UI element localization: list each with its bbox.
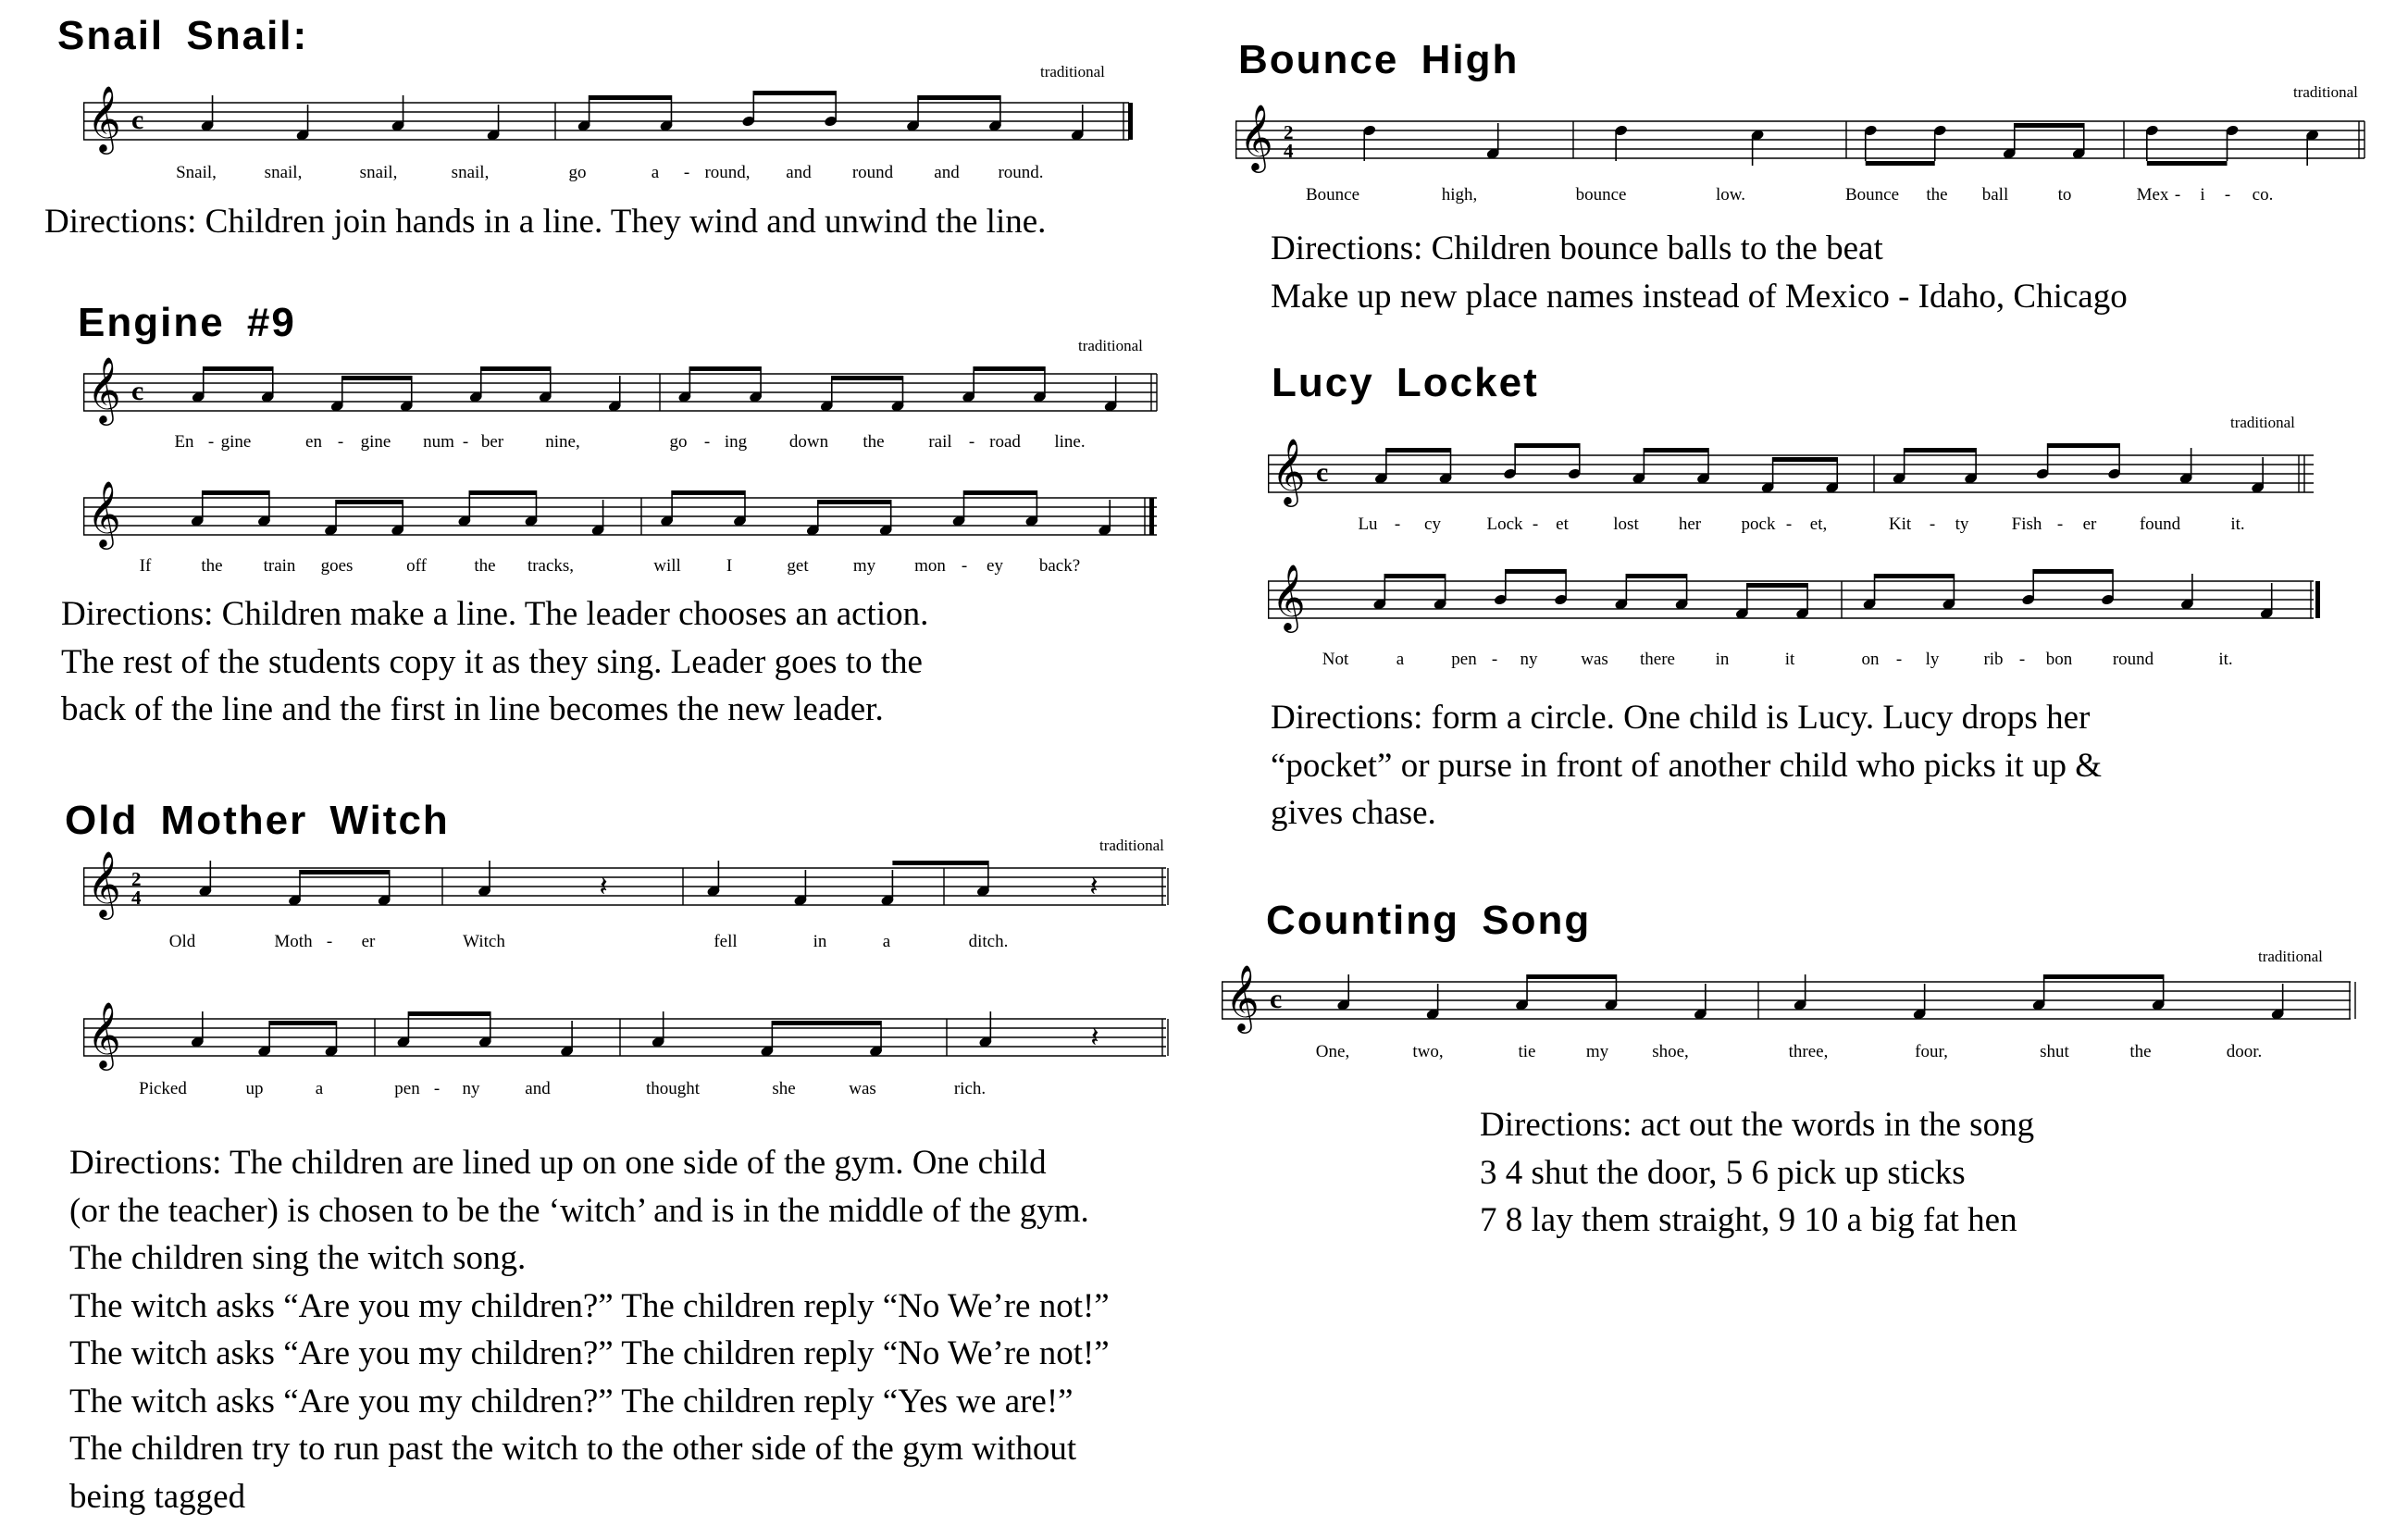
lyric-syllable: thought <box>645 1079 701 1098</box>
time-signature-top: 2 <box>1284 121 1294 143</box>
lyric-syllable: - <box>2018 650 2026 669</box>
note-beam <box>892 861 987 865</box>
lyric-syllable: - <box>683 163 690 182</box>
lyric-syllable: et <box>1556 515 1569 534</box>
directions-counting <box>1480 1101 2034 1245</box>
lyric-syllable: bounce <box>1575 185 1627 205</box>
final-barline <box>2315 581 2320 618</box>
lyric-syllable: ey <box>987 556 1003 576</box>
lyric-syllable: bon <box>2045 650 2073 669</box>
treble-clef-icon: 𝄞 <box>87 84 121 152</box>
directions-line: The witch asks “Are you my children?” The children reply “No We’re not!” <box>69 1334 1110 1372</box>
lyric-syllable: two, <box>1412 1042 1444 1061</box>
lyric-syllable: Lock <box>1486 515 1523 534</box>
lyric-syllable: co. <box>2252 185 2274 205</box>
lyric-syllable: nine, <box>545 432 580 452</box>
note-beam <box>672 490 745 495</box>
note-beam <box>1644 448 1708 453</box>
directions-line: Make up new place names instead of Mexico - Idaho, Chicago <box>1271 277 2128 316</box>
note-beam <box>1527 974 1616 979</box>
final-barline <box>1128 103 1133 140</box>
lyric-syllable: I <box>726 556 733 576</box>
staff-engine-1 <box>83 355 1166 423</box>
staff-witch-2 <box>83 1000 1175 1068</box>
directions-snail <box>44 198 1046 246</box>
directions-line: 3 4 shut the door, 5 6 pick up sticks <box>1480 1153 1966 1192</box>
directions-line: being tagged <box>69 1477 246 1516</box>
note-beam <box>408 1011 490 1016</box>
lyric-syllable: pen <box>394 1079 420 1098</box>
lyric-syllable: Witch <box>463 932 505 951</box>
attribution-witch: traditional <box>1099 837 1164 854</box>
lyric-syllable: round. <box>998 163 1044 182</box>
note-beam <box>1905 448 1977 453</box>
note-beam <box>964 490 1037 495</box>
lyric-syllable: i <box>2200 185 2205 205</box>
lyric-syllable: round <box>851 163 894 182</box>
lyric-syllable: she <box>772 1079 796 1098</box>
lyric-syllable: pen <box>1451 650 1477 669</box>
lyric-syllable: One, <box>1315 1042 1350 1061</box>
lyric-syllable: get <box>787 556 809 576</box>
lyric-syllable: mon <box>914 556 946 576</box>
lyric-syllable: - <box>1532 515 1539 534</box>
lyric-syllable: - <box>961 556 968 576</box>
lyric-syllable: er <box>361 932 376 951</box>
lyric-syllable: high, <box>1441 185 1478 205</box>
staff-lucy-1 <box>1268 437 2323 504</box>
note-beam <box>269 1021 336 1025</box>
lyric-syllable: Not <box>1322 650 1349 669</box>
lyric-syllable: Snail, <box>176 163 217 182</box>
directions-line: The rest of the students copy it as they sing. Leader goes to the <box>61 642 923 681</box>
note-beam <box>2033 569 2113 574</box>
lyric-syllable: it <box>1784 650 1795 669</box>
lyric-syllable: my <box>1585 1042 1609 1061</box>
directions-line: Directions: act out the words in the song <box>1480 1106 2035 1144</box>
lyric-syllable: ly <box>1925 650 1940 669</box>
note-beam <box>832 376 903 380</box>
lyric-syllable: on <box>1861 650 1880 669</box>
treble-clef-icon: 𝄞 <box>1272 437 1306 504</box>
note-beam <box>1866 161 1935 166</box>
lyric-syllable: ditch. <box>968 932 1009 951</box>
lyric-syllable: my <box>852 556 876 576</box>
lyric-syllable: goes <box>320 556 354 576</box>
time-signature-bottom: 4 <box>1284 140 1294 162</box>
song-title-engine: Engine #9 <box>78 300 296 345</box>
lyric-syllable: door. <box>2226 1042 2263 1061</box>
note-beam <box>204 366 273 371</box>
note-beam <box>2044 974 2164 979</box>
lyric-syllable: ball <box>1981 185 2009 205</box>
lyric-syllable: Mex <box>2136 185 2169 205</box>
lyric-syllable: er <box>2082 515 2097 534</box>
lyric-syllable: ny <box>462 1079 480 1098</box>
note-beam <box>1506 569 1566 574</box>
directions-line: gives chase. <box>1271 794 1436 832</box>
note-beam <box>974 366 1045 371</box>
staff-engine-2 <box>83 479 1166 547</box>
directions-line: (or the teacher) is chosen to be the ‘witch’ and is in the middle of the gym. <box>69 1191 1089 1230</box>
directions-witch <box>69 1139 1110 1520</box>
attribution-bounce: traditional <box>2293 83 2358 101</box>
note-beam <box>300 870 390 874</box>
directions-line: The children try to run past the witch to the other side of the gym without <box>69 1430 1077 1468</box>
lyric-syllable: ber <box>480 432 504 452</box>
lyric-syllable: a <box>315 1079 324 1098</box>
lyric-syllable: was <box>849 1079 876 1098</box>
common-time-icon: c <box>131 376 144 406</box>
lyric-syllable: in <box>813 932 827 951</box>
lyric-syllable: and <box>786 163 812 182</box>
directions-line: The witch asks “Are you my children?” The children reply “Yes we are!” <box>69 1382 1074 1420</box>
lyric-syllable: the <box>863 432 885 452</box>
lyric-syllable: snail, <box>451 163 490 182</box>
directions-bounce <box>1271 225 2128 320</box>
note-beam <box>2147 161 2228 166</box>
lyric-syllable: pock <box>1741 515 1776 534</box>
lyric-syllable: and <box>525 1079 551 1098</box>
note-beam <box>203 490 269 495</box>
lyric-syllable: - <box>462 432 469 452</box>
lyric-syllable: Moth <box>274 932 313 951</box>
lyric-syllable: go <box>568 163 587 182</box>
lyric-syllable: a <box>1396 650 1405 669</box>
note-beam <box>2048 443 2120 448</box>
lyric-syllable: found <box>2139 515 2181 534</box>
directions-line: 7 8 lay them straight, 9 10 a big fat hen <box>1480 1201 2017 1239</box>
lyric-syllable: - <box>1491 650 1498 669</box>
lyric-syllable: off <box>406 556 427 576</box>
staff-snail <box>83 84 1138 152</box>
lyric-syllable: will <box>653 556 681 576</box>
lyric-syllable: go <box>669 432 688 452</box>
lyric-syllable: was <box>1581 650 1608 669</box>
lyric-syllable: en <box>305 432 322 452</box>
lyric-syllable: tracks, <box>527 556 575 576</box>
lyric-syllable: tie <box>1518 1042 1536 1061</box>
note-beam <box>336 500 403 504</box>
lyric-syllable: round, <box>704 163 751 182</box>
treble-clef-icon: 𝄞 <box>1272 563 1306 630</box>
note-beam <box>818 500 891 504</box>
lyric-syllable: - <box>326 932 333 951</box>
note-beam <box>1386 448 1451 453</box>
lyric-syllable: rail <box>928 432 952 452</box>
common-time-icon: c <box>131 105 144 135</box>
song-title-snail: Snail Snail: <box>57 13 309 58</box>
lyric-syllable: num <box>423 432 454 452</box>
directions-line: “pocket” or purse in front of another child who picks it up & <box>1271 746 2103 785</box>
note-beam <box>1773 457 1838 462</box>
lyric-syllable: the <box>201 556 223 576</box>
lyric-syllable: lost <box>1613 515 1639 534</box>
lyric-syllable: a <box>651 163 660 182</box>
note-beam <box>1384 574 1445 578</box>
common-time-icon: c <box>1270 984 1283 1014</box>
lyric-syllable: cy <box>1424 515 1441 534</box>
lyric-syllable: four, <box>1915 1042 1948 1061</box>
treble-clef-icon: 𝄞 <box>87 355 121 423</box>
lyric-syllable: back? <box>1038 556 1081 576</box>
song-title-bounce: Bounce High <box>1238 37 1520 82</box>
directions-line: Directions: Children join hands in a line. They wind and unwind the line. <box>44 203 1047 241</box>
song-title-lucy: Lucy Locket <box>1272 360 1539 405</box>
lyric-syllable: low. <box>1715 185 1746 205</box>
note-beam <box>918 95 1000 100</box>
lyric-syllable: Old <box>168 932 196 951</box>
lyric-syllable: et, <box>1809 515 1828 534</box>
lyric-syllable: ty <box>1955 515 1969 534</box>
lyric-syllable: shut <box>2040 1042 2069 1061</box>
lyric-syllable: - <box>1785 515 1793 534</box>
directions-line: Directions: form a circle. One child is Lucy. Lucy drops her <box>1271 699 2091 737</box>
lyric-syllable: - <box>703 432 711 452</box>
lyric-syllable: gine <box>220 432 252 452</box>
common-time-icon: c <box>1316 457 1329 488</box>
treble-clef-icon: 𝄞 <box>87 850 121 917</box>
lyric-syllable: shoe, <box>1652 1042 1689 1061</box>
note-beam <box>1875 574 1955 578</box>
lyric-syllable: the <box>1926 185 1948 205</box>
lyric-syllable: round <box>2112 650 2154 669</box>
time-signature-bottom: 4 <box>131 887 142 909</box>
lyric-syllable: the <box>2129 1042 2152 1061</box>
directions-line: Directions: Children make a line. The leader chooses an action. <box>61 595 929 633</box>
lyric-syllable: - <box>2056 515 2064 534</box>
lyric-syllable: - <box>337 432 344 452</box>
lyric-syllable: Fish <box>2011 515 2042 534</box>
final-barline <box>1149 498 1154 535</box>
lyric-syllable: snail, <box>264 163 303 182</box>
quarter-rest-icon: 𝄽 <box>599 871 608 903</box>
attribution-snail: traditional <box>1040 63 1105 81</box>
note-beam <box>590 95 672 100</box>
lyric-syllable: to <box>2057 185 2072 205</box>
quarter-rest-icon: 𝄽 <box>1090 1022 1099 1054</box>
directions-line: Directions: The children are lined up on one side of the gym. One child <box>69 1144 1047 1182</box>
lyric-syllable: - <box>968 432 975 452</box>
directions-line: The children sing the witch song. <box>69 1239 527 1277</box>
lyric-syllable: - <box>2224 185 2231 205</box>
lyric-syllable: train <box>263 556 296 576</box>
lyric-syllable: three, <box>1788 1042 1829 1061</box>
note-beam <box>342 376 412 380</box>
lyric-syllable: it. <box>2218 650 2233 669</box>
note-beam <box>1515 443 1580 448</box>
attribution-counting: traditional <box>2258 948 2323 965</box>
staff-bounce <box>1235 103 2374 170</box>
directions-line: The witch asks “Are you my children?” The children reply “No We’re not!” <box>69 1286 1110 1325</box>
lyric-syllable: - <box>433 1079 441 1098</box>
staff-witch-1 <box>83 850 1175 917</box>
lyric-syllable: rib <box>1983 650 2004 669</box>
treble-clef-icon: 𝄞 <box>87 1000 121 1068</box>
lyric-syllable: the <box>474 556 496 576</box>
lyric-syllable: Lu <box>1358 515 1378 534</box>
lyric-syllable: ny <box>1520 650 1538 669</box>
lyric-syllable: - <box>1895 650 1903 669</box>
lyric-syllable: - <box>2174 185 2181 205</box>
directions-line: Directions: Children bounce balls to the beat <box>1271 229 1883 267</box>
lyric-syllable: En <box>174 432 194 452</box>
lyric-syllable: it. <box>2230 515 2245 534</box>
note-beam <box>2015 123 2084 128</box>
lyric-syllable: her <box>1678 515 1702 534</box>
lyric-syllable: down <box>788 432 829 452</box>
directions-line: back of the line and the first in line becomes the new leader. <box>61 690 884 728</box>
song-title-witch: Old Mother Witch <box>65 798 450 843</box>
note-beam <box>481 366 551 371</box>
lyric-syllable: snail, <box>359 163 398 182</box>
lyric-syllable: a <box>882 932 891 951</box>
lyric-syllable: road <box>989 432 1021 452</box>
lyric-syllable: line. <box>1054 432 1086 452</box>
staff-lucy-2 <box>1268 563 2323 630</box>
lyric-syllable: there <box>1640 650 1675 669</box>
note-beam <box>469 490 536 495</box>
attribution-lucy: traditional <box>2230 414 2295 431</box>
lyric-syllable: - <box>207 432 215 452</box>
lyric-syllable: up <box>245 1079 264 1098</box>
lyric-syllable: ing <box>724 432 748 452</box>
quarter-rest-icon: 𝄽 <box>1089 871 1098 903</box>
note-beam <box>753 91 836 95</box>
lyric-syllable: - <box>1394 515 1401 534</box>
lyric-syllable: fell <box>714 932 738 951</box>
lyric-syllable: Picked <box>139 1079 187 1098</box>
lyric-syllable: rich. <box>953 1079 987 1098</box>
note-beam <box>689 366 761 371</box>
directions-engine <box>61 590 928 734</box>
treble-clef-icon: 𝄞 <box>1225 963 1260 1031</box>
lyric-syllable: in <box>1715 650 1730 669</box>
staff-counting <box>1222 963 2360 1031</box>
directions-lucy <box>1271 694 2102 837</box>
lyric-syllable: Bounce <box>1844 185 1900 205</box>
treble-clef-icon: 𝄞 <box>87 479 121 547</box>
lyric-syllable: Bounce <box>1305 185 1360 205</box>
lyric-syllable: - <box>1929 515 1936 534</box>
note-beam <box>772 1021 881 1025</box>
song-title-counting: Counting Song <box>1266 898 1592 943</box>
note-beam <box>1626 574 1686 578</box>
lyric-syllable: If <box>139 556 152 576</box>
attribution-engine: traditional <box>1078 337 1143 354</box>
note-beam <box>1747 583 1807 588</box>
lyric-syllable: and <box>934 163 960 182</box>
treble-clef-icon: 𝄞 <box>1239 103 1273 170</box>
lyric-syllable: Kit <box>1888 515 1912 534</box>
time-signature-top: 2 <box>131 868 142 890</box>
lyric-syllable: gine <box>360 432 391 452</box>
